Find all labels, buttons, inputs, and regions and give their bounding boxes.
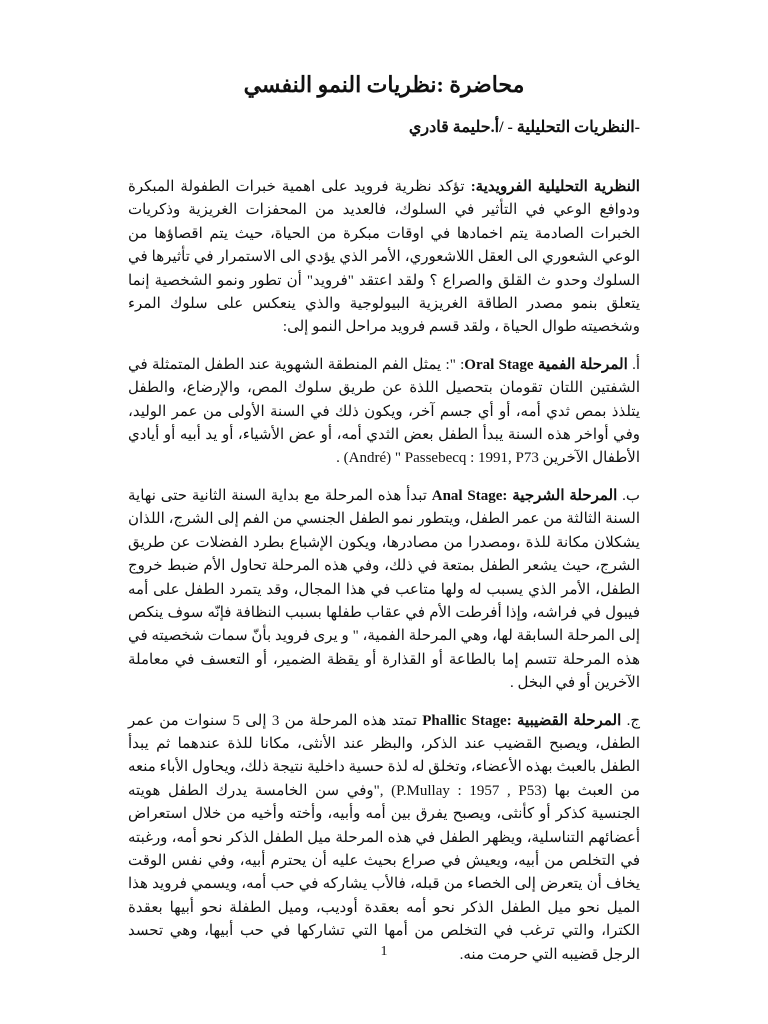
paragraph-prefix: أ. [632,356,640,373]
paragraph-freudian-theory [128,176,640,340]
paragraph-text: تمتد هذه المرحلة من 3 إلى 5 سنوات من عمر الطفل، ويصبح القضيب عند الذكر، والبظر عند الأنثى، مكانا للذة عندهما ثم يبدأ الطفل بالعبث بهذه الأعضاء، وتخلق له لذة حسية داخلية نتيجة ذلك، ويحاول الأباء منعه من العبث بها (P.Mullay : 1957 , P53) ,"وفي سن الخامسة يدرك الطفل هويته الجنسية كذكر أو كأنثى، ويصبح يفرق بين أمه وأبيه، وأخته وأخيه من خلال استعراض أعضائهم التناسلية، ويظهر الطفل في هذه المرحلة ميل الطفل الذكر نحو أمه، ورغبته في التخلص من أبيه، ويعيش في صراع بحيث عليه أن يحترم أبيه، وفي نفس الوقت يخاف أن يتعرض إلى الخصاء من قبله، فالأب يشاركه في حب أمه، ويسمي فرويد هذا الميل نحو ميل الطفل الذكر نحو أمه بعقدة أوديب، وميل الطفلة نحو أبيها بعقدة الكترا، والتي ترغب في التخلص من أمها التي تشاركها في حب أبيها، وهي تحسد الرجل قضيبه التي حرمت منه. [128,712,640,963]
paragraph-text: تؤكد نظرية فرويد على اهمية خبرات الطفولة المبكرة ودوافع الوعي في التأثير في السلوك، فالعديد من المحفزات الغريزية وذكريات الخبرات الصادمة يتم اخمادها في اوقات مبكرة من الحياة، حيث يتم اقصاؤها من الوعي الشعوري الى العقل اللاشعوري، الأمر الذي يؤدي الى الاستمرار في تأثيرها في السلوك وحدو ث القلق والصراع ؟ ولقد اعتقد "فرويد" أن تطور ونمو الشخصية إنما يتعلق بنمو مصدر الطاقة الغريزية البيولوجية والذي ينعكس على سلوك المرء وشخصيته طوال الحياة ، ولقد قسم فرويد مراحل النمو إلى: [128,179,640,336]
document-body [128,176,640,981]
stage-term: :Phallic Stage [422,712,512,729]
paragraph-phallic-stage [128,710,640,967]
paragraph-prefix: ب. [622,487,640,504]
paragraph-text: تبدأ هذه المرحلة مع بداية السنة الثانية حتى نهاية السنة الثالثة من عمر الطفل، ويتطور نمو الطفل الجنسي من الفم إلى الشرج، اللذان يشكلان مكانة للذة ،ومصدرا من مصادرها، ويكون الإشباع بطرد الفضلات عن طريق الشرج، حيث يشعر الطفل بمتعة في ذلك، وفي هذه المرحلة تحاول الأم ضبط خروج الطفل، الأمر الذي يسبب له ولها متاعب في هذا المجال، وقد يتمرد الطفل على أمه فيبول في فراشه، وإذا أفرطت الأم في عقاب طفلها بسبب النظافة فإنّه سوف ينكص إلى المرحلة السابقة لها، وهي المرحلة الفمية، " و يرى فرويد بأنّ سمات شخصيته في هذه المرحلة تتسم إما بالطاعة أو القذارة أو يقظة الضمير، أو التعسف في معاملة الآخرين أو في البخل . [128,487,641,692]
page-number: 1 [380,944,388,959]
page-title: محاضرة :نظريات النمو النفسي [243,72,525,97]
paragraph-prefix: ج. [626,712,640,729]
paragraph-heading: النظرية التحليلية الفرويدية: [470,179,640,195]
paragraph-heading: المرحلة الفمية [533,356,633,373]
paragraph-oral-stage [128,354,640,471]
stage-term: :Anal Stage [431,487,508,504]
paragraph-heading: المرحلة الشرجية [507,487,623,504]
lecture-subtitle: -النظريات التحليلية - /أ.حليمة قادري [408,119,640,136]
stage-term: Oral Stage [464,356,534,373]
paragraph-heading: المرحلة القضيبية [511,712,627,729]
paragraph-text: : ": يمثل الفم المنطقة الشهوية عند الطفل المتمثلة في الشفتين اللتان تقومان بتحصيل اللذة عن طريق سلوك المص، والإرضاع، والطفل يتلذذ بمص ثدي أمه، أو أي جسم آخر، ويكون ذلك في السنة الأولى من عمر الوليد، وفي أواخر هذه السنة يبدأ الطفل بعض الثدي أمه، أو عض الأشياء، أو يد أبيه أو أيادي الأطفال الآخرين André) " Passebecq : 1991, P73) . [128,356,640,467]
paragraph-anal-stage [128,485,640,696]
